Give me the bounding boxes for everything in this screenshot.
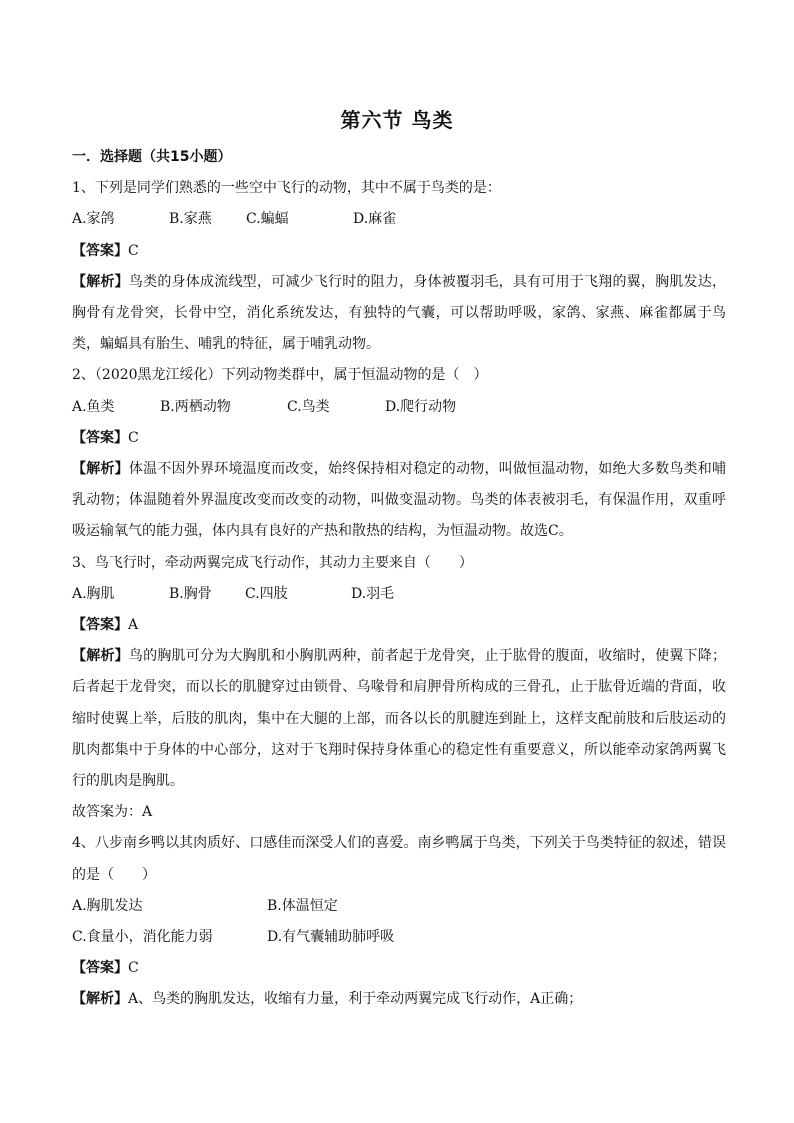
question-1-options	[72, 204, 726, 235]
option-b: B.两栖动物	[160, 398, 231, 415]
question-2-stem: 2、（2020黑龙江绥化）下列动物类群中，属于恒温动物的是（ ）	[72, 367, 488, 384]
analysis-tag: 【解析】	[72, 461, 129, 478]
option-b: B.体温恒定	[267, 897, 338, 914]
question-2-options	[72, 392, 726, 423]
question-4-stem: 4、八步南乡鸭以其肉质好、口感佳而深受人们的喜爱。南乡鸭属于鸟类，下列关于鸟类特征的叙述，错误的是（ ）	[72, 835, 726, 883]
question-2-analysis	[72, 454, 726, 548]
question-1-analysis	[72, 267, 726, 361]
option-a: A.胸肌发达	[72, 897, 143, 914]
analysis-text: 鸟类的身体成流线型，可减少飞行时的阻力，身体被覆羽毛，具有可用于飞翔的翼，胸肌发达，胸骨有龙骨突，长骨中空，消化系统发达，有独特的气囊，可以帮助呼吸，家鸽、家燕、麻雀都属于鸟类，蝙蝠具有胎生、哺乳的特征，属于哺乳动物。	[72, 273, 726, 353]
analysis-tag: 【解析】	[72, 991, 128, 1008]
answer-value: C	[128, 429, 139, 446]
option-d: D.羽毛	[351, 585, 395, 602]
question-4-options-row-2	[72, 922, 726, 953]
page-title: 第六节 鸟类	[340, 108, 454, 132]
question-3-answer	[72, 610, 726, 641]
answer-tag: 【答案】	[72, 617, 128, 634]
option-c: C.食量小，消化能力弱	[72, 929, 213, 946]
analysis-text: 鸟的胸肌可分为大胸肌和小胸肌两种，前者起于龙骨突，止于肱骨的腹面，收缩时，使翼下降；后者起于龙骨突，而以长的肌腱穿过由锁骨、乌喙骨和肩胛骨所构成的三骨孔，止于肱骨近端的背面，收缩时使翼上举，后肢的肌肉，集中在大腿的上部，而各以长的肌腱连到趾上，这样支配前肢和后肢运动的肌肉都集中于身体的中心部分，这对于飞翔时保持身体重心的稳定性有重要意义，所以能牵动家鸽两翼飞行的肌肉是胸肌。	[72, 648, 726, 790]
analysis-text: A、鸟类的胸肌发达，收缩有力量，利于牵动两翼完成飞行动作，A正确；	[128, 991, 583, 1008]
answer-tag: 【答案】	[72, 429, 128, 446]
document-body	[72, 142, 726, 1016]
option-a: A.家鸽	[72, 211, 115, 228]
analysis-tag: 【解析】	[72, 648, 129, 665]
answer-tag: 【答案】	[72, 960, 128, 977]
option-a: A.鱼类	[72, 398, 115, 415]
option-c: C.蝙蝠	[246, 211, 289, 228]
question-3-final-answer: 故答案为：A	[72, 804, 153, 821]
analysis-text: 体温不因外界环境温度而改变，始终保持相对稳定的动物，叫做恒温动物，如绝大多数鸟类和哺乳动物；体温随着外界温度改变而改变的动物，叫做变温动物。鸟类的体表被羽毛，有保温作用，双重呼吸运输氧气的能力强，体内具有良好的产热和散热的结构，为恒温动物。故选C。	[72, 461, 726, 540]
answer-tag: 【答案】	[72, 242, 128, 259]
option-a: A.胸肌	[72, 585, 115, 602]
question-4-analysis	[72, 984, 726, 1015]
question-3-options	[72, 579, 726, 610]
option-d: D.麻雀	[353, 211, 397, 228]
option-b: B.家燕	[169, 211, 212, 228]
option-b: B.胸骨	[169, 585, 212, 602]
question-2-answer	[72, 423, 726, 454]
question-4-answer	[72, 953, 726, 984]
question-3-stem: 3、鸟飞行时，牵动两翼完成飞行动作，其动力主要来自（ ）	[72, 554, 473, 571]
option-c: C.四肢	[245, 585, 288, 602]
option-d: D.有气囊辅助肺呼吸	[267, 929, 395, 946]
question-1-stem: 1、下列是同学们熟悉的一些空中飞行的动物，其中不属于鸟类的是：	[72, 180, 501, 197]
question-1-answer	[72, 236, 726, 267]
option-d: D.爬行动物	[385, 398, 457, 415]
answer-value: C	[128, 960, 139, 977]
analysis-tag: 【解析】	[72, 273, 129, 290]
answer-value: A	[128, 617, 139, 634]
option-c: C.鸟类	[287, 398, 330, 415]
answer-value: C	[128, 242, 139, 259]
question-3-analysis	[72, 641, 726, 797]
question-4-options-row-1	[72, 891, 726, 922]
section-heading: 一．选择题（共15小题）	[72, 149, 232, 165]
